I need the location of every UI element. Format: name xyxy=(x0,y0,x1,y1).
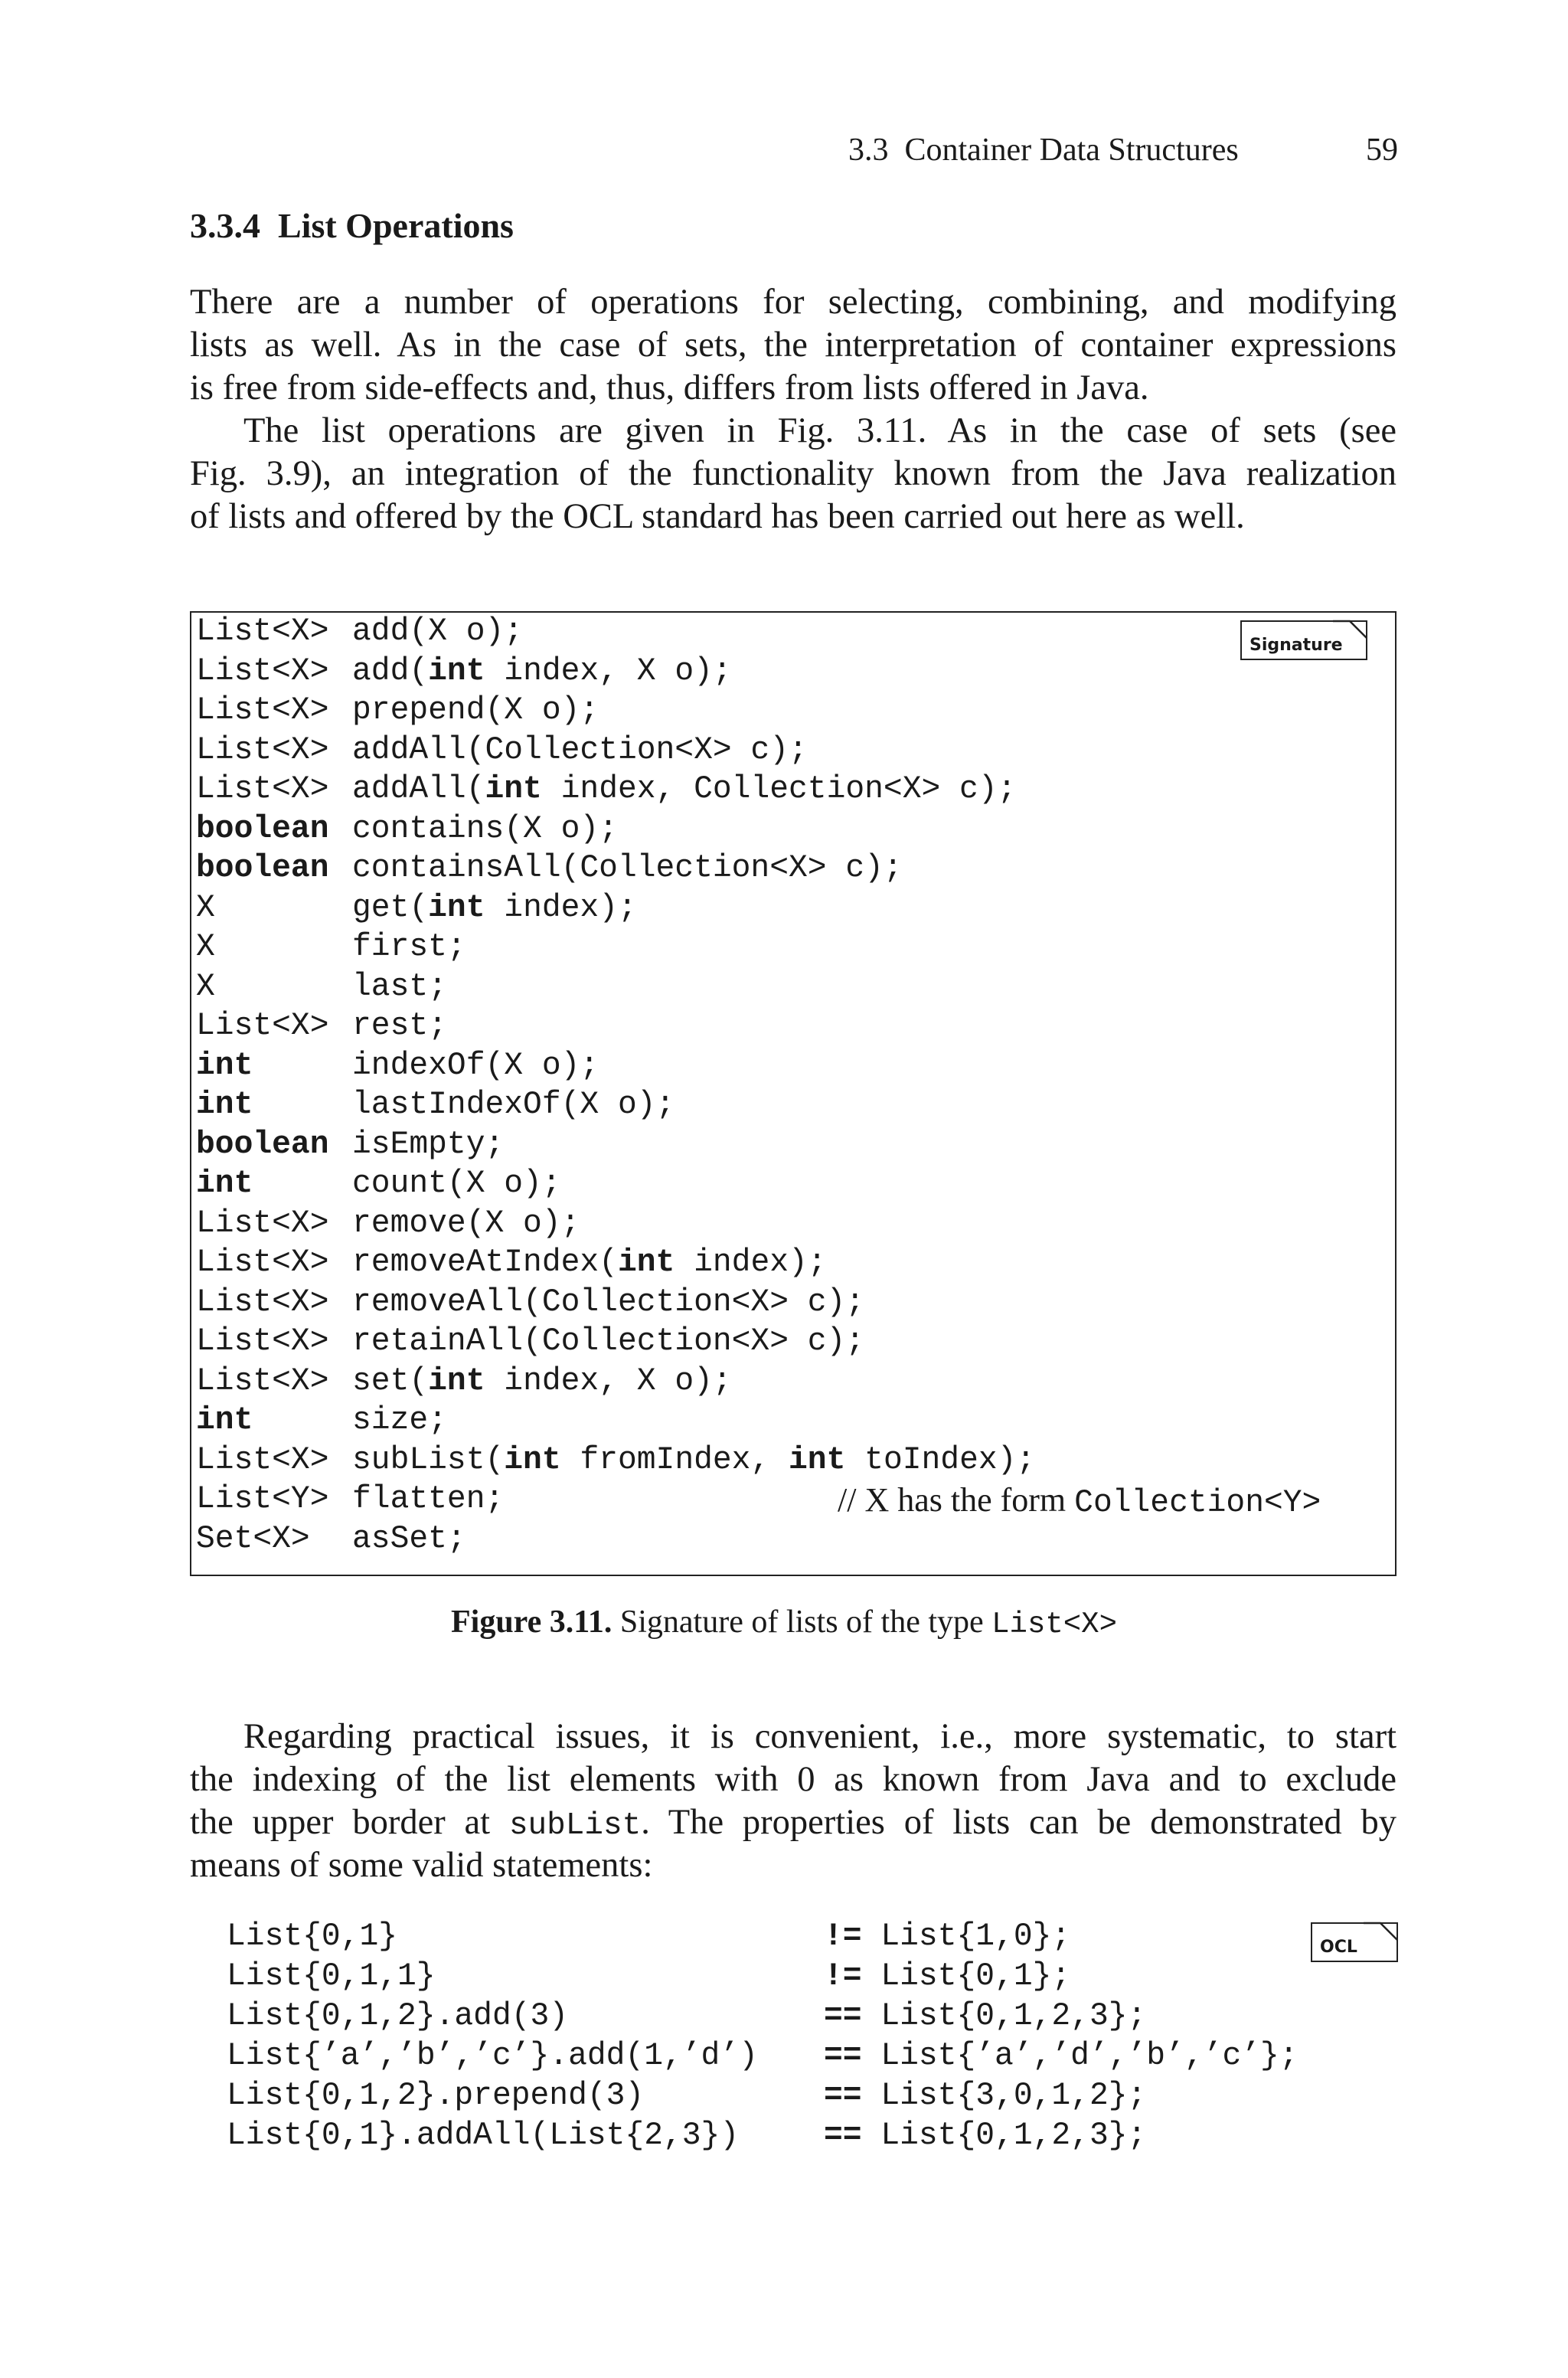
signature-line xyxy=(196,1284,864,1323)
signature-line xyxy=(196,1441,1035,1481)
signature-line xyxy=(196,1520,466,1560)
operation-text: remove(X o); xyxy=(352,1205,580,1241)
ocl-result: List{3,0,1,2}; xyxy=(861,2079,1147,2114)
operation-text: indexOf(X o); xyxy=(352,1048,599,1084)
comment-code: Collection<Y> xyxy=(1074,1486,1321,1521)
signature-line xyxy=(196,770,1016,810)
signature-line xyxy=(196,1244,827,1284)
keyword: int xyxy=(428,653,485,689)
operation-text: add(X o); xyxy=(352,614,524,649)
comparison-operator: == xyxy=(824,2118,862,2154)
ocl-tag-label: OCL xyxy=(1320,1938,1357,1957)
comparison-operator: == xyxy=(824,1999,862,2034)
return-type: boolean xyxy=(196,851,329,886)
signature-line xyxy=(196,1402,447,1441)
ocl-comparison xyxy=(824,1997,1146,2036)
operation-text: index); xyxy=(485,890,637,926)
return-type: Set<X> xyxy=(196,1521,310,1557)
return-type: List<X> xyxy=(196,1245,329,1281)
signature-line xyxy=(196,1165,561,1205)
operation-text: isEmpty; xyxy=(352,1127,505,1163)
operation-text: toIndex); xyxy=(845,1442,1036,1478)
operation-text: addAll( xyxy=(352,772,485,807)
signature-line xyxy=(196,653,732,692)
return-type: int xyxy=(196,1088,253,1123)
ocl-result: List{0,1}; xyxy=(861,1959,1071,1994)
paragraph-line xyxy=(190,1801,1396,1847)
return-type: List<X> xyxy=(196,1363,329,1399)
operation-text: containsAll(Collection<X> c); xyxy=(352,851,903,886)
figure-caption xyxy=(0,1604,1568,1641)
ocl-result: List{0,1,2,3}; xyxy=(861,1999,1147,2034)
intro-line: There are a number of operations for selecting, combining, and modifying xyxy=(190,283,1396,322)
ocl-comparison xyxy=(824,2036,1298,2076)
operation-text: last; xyxy=(352,969,447,1005)
return-type: List<X> xyxy=(196,614,329,649)
signature-line xyxy=(196,928,466,968)
ocl-expression: List{0,1} xyxy=(227,1919,398,1954)
return-type: List<X> xyxy=(196,1324,329,1359)
signature-line xyxy=(196,1362,732,1402)
operation-text: add( xyxy=(352,653,429,689)
signature-tag xyxy=(1240,620,1367,660)
operation-text: addAll(Collection<X> c); xyxy=(352,732,808,768)
signature-line xyxy=(196,1205,580,1245)
return-type: List<X> xyxy=(196,693,329,728)
paragraph-line: The list operations are given in Fig. 3.11. As in the case of sets (see xyxy=(243,411,1396,450)
operation-text: removeAll(Collection<X> c); xyxy=(352,1284,865,1320)
return-type: X xyxy=(196,890,215,926)
signature-line xyxy=(196,849,903,889)
ocl-expression: List{0,1,1} xyxy=(227,1959,436,1994)
operation-text: asSet; xyxy=(352,1521,466,1557)
operation-text: lastIndexOf(X o); xyxy=(352,1088,675,1123)
keyword: int xyxy=(504,1442,561,1478)
operation-text: set( xyxy=(352,1363,429,1399)
operation-text: index, X o); xyxy=(485,1363,732,1399)
running-head: 3.3 Container Data Structures xyxy=(848,132,1239,168)
signature-line xyxy=(196,968,447,1008)
operation-text: index); xyxy=(675,1245,827,1281)
signature-line xyxy=(196,613,523,653)
operation-text: retainAll(Collection<X> c); xyxy=(352,1324,865,1359)
return-type: int xyxy=(196,1166,253,1202)
comparison-operator: != xyxy=(824,1919,862,1954)
paragraph-line: of lists and offered by the OCL standard has been carried out here as well. xyxy=(190,497,1245,536)
ocl-comparison xyxy=(824,1917,1070,1957)
paragraph-line: the indexing of the list elements with 0 as known from Java and to exclude xyxy=(190,1760,1396,1799)
ocl-expression: List{’a’,’b’,’c’}.add(1,’d’) xyxy=(227,2039,758,2074)
ocl-tag xyxy=(1311,1922,1398,1962)
operation-text: get( xyxy=(352,890,429,926)
code-comment xyxy=(838,1480,1321,1524)
ocl-comparison xyxy=(824,2076,1146,2116)
signature-line xyxy=(196,1323,864,1362)
page-number: 59 xyxy=(1366,132,1398,168)
return-type: List<X> xyxy=(196,653,329,689)
operation-text: subList( xyxy=(352,1442,505,1478)
keyword: int xyxy=(485,772,542,807)
intro-line: lists as well. As in the case of sets, the interpretation of container expressions xyxy=(190,325,1396,365)
return-type: List<X> xyxy=(196,732,329,768)
caption-label: Figure 3.11. xyxy=(451,1604,612,1640)
ocl-result: List{0,1,2,3}; xyxy=(861,2118,1147,2154)
caption-text: Signature of lists of the type xyxy=(612,1604,992,1640)
signature-line xyxy=(196,810,618,850)
inline-code: subList xyxy=(508,1808,642,1843)
signature-line xyxy=(196,1007,447,1047)
paragraph-line: Fig. 3.9), an integration of the functionality known from the Java realization xyxy=(190,454,1396,493)
operation-text: count(X o); xyxy=(352,1166,561,1202)
return-type: List<X> xyxy=(196,772,329,807)
intro-line: is free from side-effects and, thus, differs from lists offered in Java. xyxy=(190,368,1149,407)
keyword: int xyxy=(617,1245,675,1281)
operation-text: first; xyxy=(352,930,466,965)
folded-corner-icon xyxy=(1362,1922,1399,1941)
return-type: boolean xyxy=(196,811,329,847)
ocl-comparison xyxy=(824,1957,1070,1997)
ocl-result: List{’a’,’d’,’b’,’c’}; xyxy=(861,2039,1298,2074)
keyword: int xyxy=(789,1442,846,1478)
return-type: X xyxy=(196,930,215,965)
paragraph-line: means of some valid statements: xyxy=(190,1846,653,1885)
operation-text: index, X o); xyxy=(485,653,732,689)
return-type: int xyxy=(196,1048,253,1084)
keyword: int xyxy=(428,890,485,926)
operation-text: contains(X o); xyxy=(352,811,618,847)
ocl-result: List{1,0}; xyxy=(861,1919,1071,1954)
signature-line xyxy=(196,889,637,929)
return-type: List<X> xyxy=(196,1205,329,1241)
signature-line xyxy=(196,692,599,731)
caption-code: List<X> xyxy=(991,1608,1117,1641)
signature-line xyxy=(196,731,808,771)
operation-text: size; xyxy=(352,1403,447,1438)
return-type: List<X> xyxy=(196,1284,329,1320)
operation-text: prepend(X o); xyxy=(352,693,599,728)
comparison-operator: == xyxy=(824,2079,862,2114)
comparison-operator: != xyxy=(824,1959,862,1994)
ocl-expression: List{0,1}.addAll(List{2,3}) xyxy=(227,2118,740,2154)
signature-tag-label: Signature xyxy=(1250,636,1343,655)
signature-line xyxy=(196,1086,675,1126)
keyword: int xyxy=(428,1363,485,1399)
operation-text: removeAtIndex( xyxy=(352,1245,618,1281)
operation-text: rest; xyxy=(352,1009,447,1044)
paragraph-text: . The properties of lists can be demonstrated by xyxy=(641,1803,1396,1842)
return-type: List<Y> xyxy=(196,1482,329,1517)
ocl-expression: List{0,1,2}.prepend(3) xyxy=(227,2079,645,2114)
return-type: List<X> xyxy=(196,1009,329,1044)
ocl-expression: List{0,1,2}.add(3) xyxy=(227,1999,569,2034)
comment-text: // X has the form xyxy=(838,1481,1075,1519)
comparison-operator: == xyxy=(824,2039,862,2074)
return-type: List<X> xyxy=(196,1442,329,1478)
signature-line xyxy=(196,1126,504,1166)
signature-line xyxy=(196,1480,1321,1521)
return-type: X xyxy=(196,969,215,1005)
operation-text: fromIndex, xyxy=(560,1442,789,1478)
signature-line xyxy=(196,1047,599,1087)
operation-text: flatten; xyxy=(352,1482,505,1517)
return-type: int xyxy=(196,1403,253,1438)
operation-text: index, Collection<X> c); xyxy=(541,772,1017,807)
paragraph-text: the upper border at xyxy=(190,1803,509,1842)
paragraph-line: Regarding practical issues, it is convenient, i.e., more systematic, to start xyxy=(243,1717,1396,1756)
ocl-comparison xyxy=(824,2116,1146,2156)
section-heading: 3.3.4 List Operations xyxy=(190,206,514,245)
return-type: boolean xyxy=(196,1127,329,1163)
